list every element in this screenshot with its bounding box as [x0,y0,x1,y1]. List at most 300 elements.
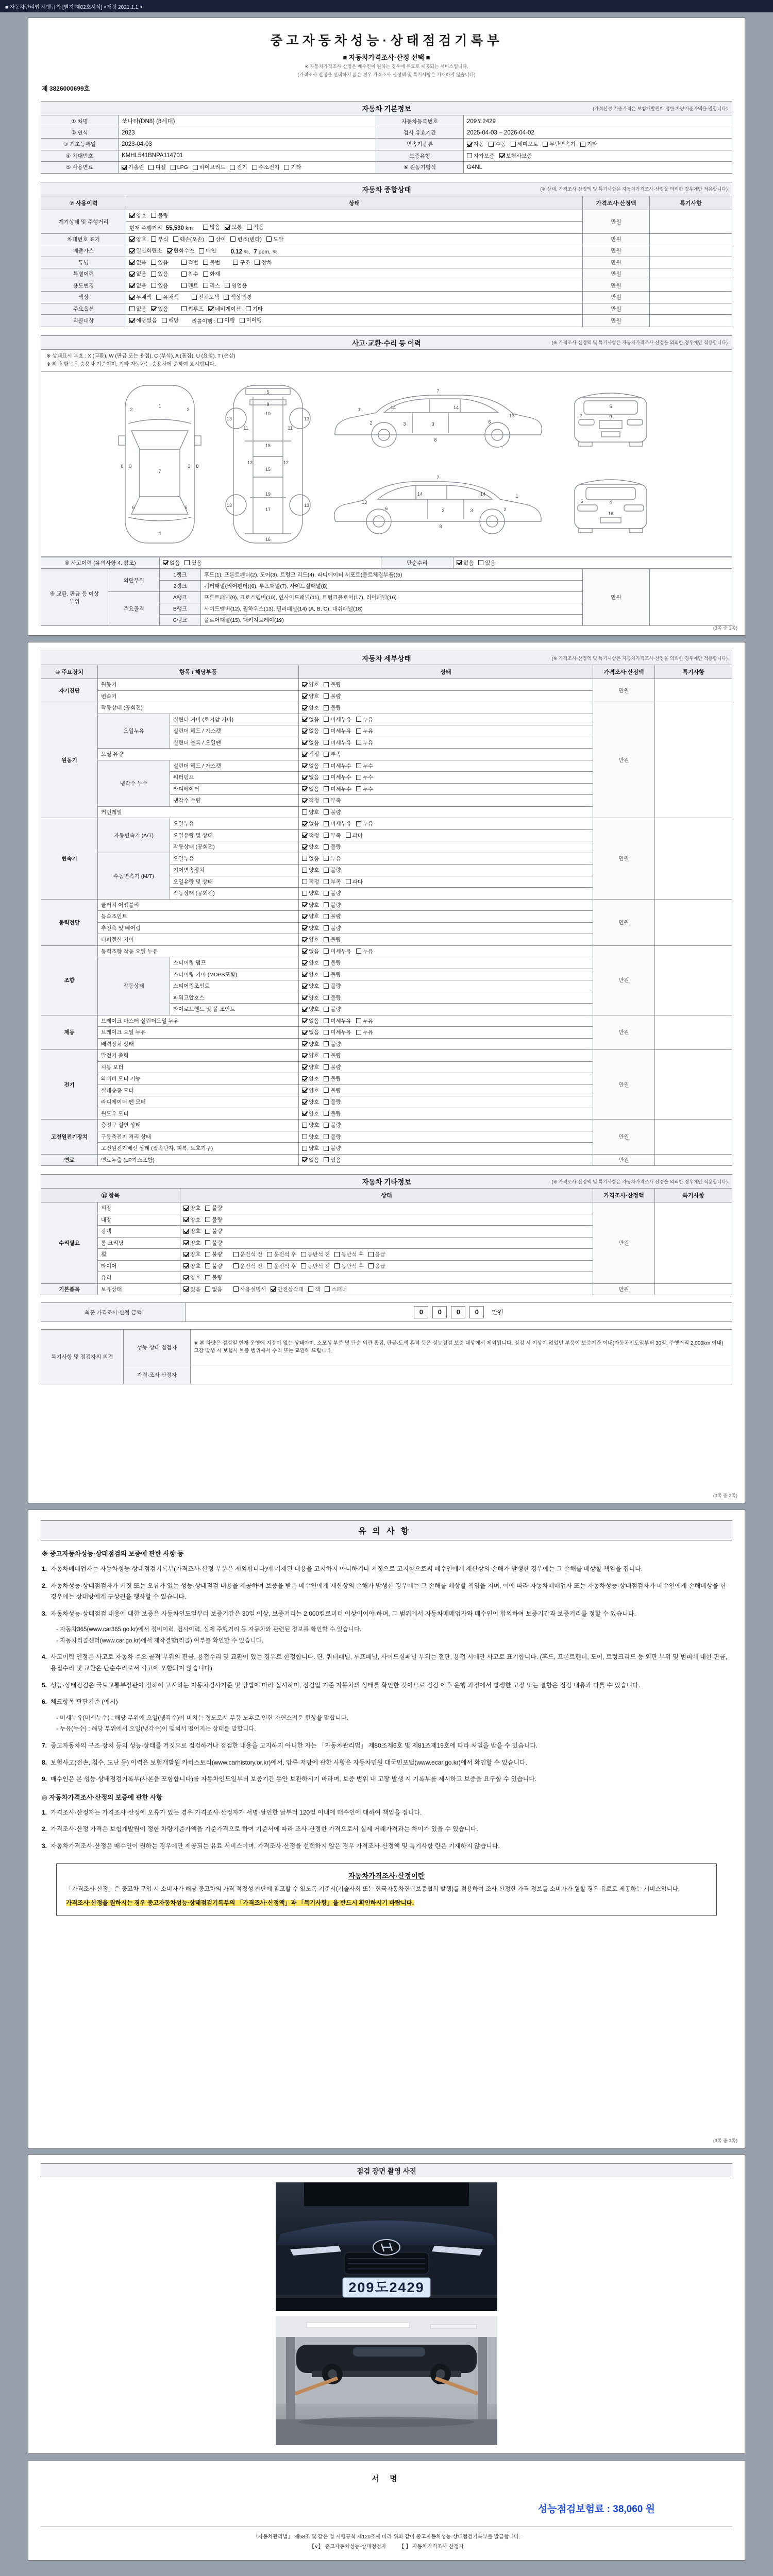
checkbox-없음[interactable] [163,559,180,567]
checkbox-불량[interactable] [324,1110,341,1117]
checkbox-있음[interactable] [183,1285,200,1293]
condition-row [41,1154,732,1166]
checkbox-checked-icon [302,1007,307,1012]
checkbox-사용설명서[interactable] [233,1285,266,1293]
checkbox-무채색[interactable] [129,293,152,301]
checkbox-양호[interactable] [302,704,319,711]
checkbox-적정[interactable] [302,796,319,804]
checkbox-label: 누유 [362,728,374,734]
checkbox-불량[interactable] [324,866,341,874]
checkbox-해당없음[interactable] [129,316,157,324]
checkbox-적음[interactable] [247,223,264,231]
checkbox-불량[interactable] [324,959,341,967]
checkbox-없음[interactable] [205,1285,222,1293]
checkbox-label: 있음 [158,271,169,278]
checkbox-양호[interactable] [302,1098,319,1106]
special-note-cell [655,1202,732,1284]
checkbox-양호[interactable] [302,1052,319,1059]
item-label: 오일누유 [170,853,299,865]
checkbox-label: 불량 [212,1205,223,1211]
checkbox-양호[interactable] [302,959,319,967]
checkbox-동반석 후[interactable] [334,1250,364,1258]
usage-state-cell [126,292,583,303]
checkbox-양호[interactable] [302,1087,319,1094]
checkbox-운전석 후[interactable] [267,1262,296,1270]
svg-text:6: 6 [385,505,388,511]
checkbox-양호[interactable] [183,1274,200,1281]
checkbox-불량[interactable] [324,982,341,990]
checkbox-label: 없음 [309,786,320,792]
checkbox-불량[interactable] [324,704,341,711]
checkbox-label: 양호 [190,1263,201,1269]
special-note-cell [650,268,732,280]
checkbox-미이행[interactable] [240,316,262,324]
checkbox-empty-icon [267,1252,272,1257]
checkbox-empty-icon [324,972,329,977]
checkbox-동반석 전[interactable] [301,1250,330,1258]
checkbox-스패너[interactable] [325,1285,347,1293]
svg-text:16: 16 [265,536,271,542]
checkbox-양호[interactable] [183,1216,200,1224]
checkbox-empty-icon [247,225,252,230]
field-value [464,139,732,150]
checkbox-있음[interactable] [151,305,168,313]
checkbox-없음[interactable] [129,305,146,313]
checkbox-부족[interactable] [324,796,341,804]
state-cell [299,737,593,749]
checkbox-없음[interactable] [302,716,319,723]
price-cell: 만원 [593,702,655,818]
checkbox-응급[interactable] [368,1262,385,1270]
checkbox-자가보증[interactable] [467,152,495,160]
checkbox-없음[interactable] [302,855,319,862]
checkbox-label: 없음 [309,821,320,827]
checkbox-색상변경[interactable] [224,293,251,301]
checkbox-없음[interactable] [457,559,474,567]
checkbox-없음[interactable] [129,282,146,290]
checkbox-양호[interactable] [302,1110,319,1117]
checkbox-label: 누유 [362,948,374,955]
checkbox-양호[interactable] [302,982,319,990]
checkbox-양호[interactable] [302,808,319,816]
state-cell [299,795,593,807]
special-note-cell [655,945,732,1015]
checkbox-미세누유[interactable] [324,1017,351,1025]
checkbox-미세누유[interactable] [324,716,351,723]
checkbox-매연[interactable] [199,247,216,255]
usage-state-cell [126,233,583,245]
state-cell [299,783,593,795]
checkbox-부족[interactable] [324,832,341,839]
checkbox-양호[interactable] [302,843,319,851]
state-cell [299,876,593,888]
checkbox-렌트[interactable] [181,282,198,290]
checkbox-label: 양호 [309,867,320,873]
checkbox-불량[interactable] [324,681,341,688]
checkbox-안전삼각대[interactable] [271,1285,304,1293]
checkbox-label: 미세누유 [330,1018,351,1024]
checkbox-empty-icon [203,260,208,265]
condition-row [41,899,732,911]
checkbox-불량[interactable] [324,1098,341,1106]
checkbox-empty-icon [324,717,329,722]
checkbox-미세누유[interactable] [324,727,351,735]
subgroup-label: 오일누유 [98,714,170,749]
checkbox-양호[interactable] [302,692,319,700]
checkbox-양호[interactable] [302,681,319,688]
checkbox-부족[interactable] [324,878,341,886]
checkbox-불량[interactable] [324,1087,341,1094]
checkbox-썬루프[interactable] [181,305,204,313]
checkbox-미세누유[interactable] [324,947,351,955]
checkbox-누유[interactable] [356,820,373,827]
checkbox-동반석 후[interactable] [334,1262,364,1270]
notice-item [42,1581,731,1603]
checkbox-없음[interactable] [302,739,319,747]
panel-group-label: 외판부위 [108,569,160,592]
state-cell [299,969,593,980]
checkbox-양호[interactable] [129,212,146,219]
checkbox-기타[interactable] [284,163,301,171]
checkbox-운전석 후[interactable] [267,1250,296,1258]
checkbox-양호[interactable] [302,901,319,909]
checkbox-불량[interactable] [324,971,341,978]
checkbox-없음[interactable] [129,270,146,278]
checkbox-양호[interactable] [302,1075,319,1082]
checkbox-디젤[interactable] [148,163,165,171]
item-label: 등속조인트 [98,911,299,923]
price-cell: 만원 [583,233,650,245]
checkbox-양호[interactable] [302,1121,319,1129]
column-header: ⑩ 주요장치 [41,665,98,679]
svg-text:3: 3 [403,421,406,427]
checkbox-checked-icon [151,306,156,311]
checkbox-있음[interactable] [184,559,201,567]
checkbox-양호[interactable] [183,1227,200,1235]
checkbox-양호[interactable] [183,1239,200,1247]
inspection-photos-page [28,2155,745,2454]
svg-text:2: 2 [503,506,507,512]
checkbox-empty-icon [580,142,585,147]
checkbox-탄화수소[interactable] [167,247,195,255]
checkbox-기타[interactable] [246,305,263,313]
checkbox-label: 탄화수소 [173,248,195,255]
checkbox-불량[interactable] [324,912,341,920]
checkbox-없음[interactable] [302,1028,319,1036]
usage-history-row [41,292,732,303]
checkbox-label: 양호 [309,682,320,688]
checkbox-침수[interactable] [181,270,198,278]
checkbox-누유[interactable] [356,727,373,735]
checkbox-empty-icon [356,717,361,722]
condition-row [41,679,732,691]
checkbox-도말[interactable] [266,235,283,243]
checkbox-자동[interactable] [467,140,484,148]
condition-row [41,1050,732,1062]
checkbox-누유[interactable] [356,716,373,723]
usage-history-row [41,257,732,268]
checkbox-적정[interactable] [302,750,319,758]
checkbox-적법[interactable] [181,259,198,266]
checkbox-가솔린[interactable] [122,163,144,171]
checkbox-양호[interactable] [302,994,319,1002]
checkbox-없음[interactable] [302,1156,319,1164]
checkbox-누수[interactable] [356,762,373,770]
checkbox-label: 불량 [330,867,341,873]
checkbox-양호[interactable] [183,1262,200,1270]
checkbox-네비게이션[interactable] [208,305,241,313]
checkbox-label: 있음 [190,1286,201,1293]
checkbox-label: 불량 [330,1110,341,1117]
checkbox-label: 동반석 후 [341,1263,364,1269]
checkbox-불량[interactable] [324,1005,341,1013]
checkbox-양호[interactable] [129,235,146,243]
checkbox-상이[interactable] [209,235,226,243]
checkbox-과다[interactable] [346,832,363,839]
extra-options [233,1252,390,1259]
checkbox-label: 없음 [309,774,320,781]
checkbox-LPG[interactable] [171,164,188,171]
checkbox-empty-icon [324,1123,329,1128]
section-etc-note: (※ 가격조사·산정액 및 특기사항은 자동차가격조사·산정을 의뢰한 경우에만 적용합니다) [551,1179,728,1184]
checkbox-운전석 전[interactable] [233,1250,263,1258]
field-value: KMHL541BNPA114701 [119,150,376,162]
checkbox-불량[interactable] [205,1227,222,1235]
checkbox-양호[interactable] [302,912,319,920]
column-header: 상태 [180,1189,593,1202]
checkbox-불량[interactable] [324,1075,341,1082]
checkbox-잭[interactable] [308,1285,320,1293]
checkbox-label: 양호 [190,1240,201,1246]
checkbox-불량[interactable] [324,1121,341,1129]
checkbox-불량[interactable] [324,1040,341,1048]
checkbox-전체도색[interactable] [192,293,220,301]
checkbox-과다[interactable] [346,878,363,886]
checkbox-없음[interactable] [129,259,146,266]
checkbox-불량[interactable] [324,1063,341,1071]
price-appraisal-box-body: 「가격조사·산정」은 중고차 구입 시 소비자가 해당 중고차의 가격 적정성 판단에 참고할 수 있도록 기준서(기술사회 또는 한국자동차진단보증협회 발행)를 적용하여 조사·산정한 가격 정보를 소비자가 원할 경우 유료로 제공하는 서비스입니다. [66,1886,680,1892]
checkbox-불량[interactable] [324,1052,341,1059]
checkbox-empty-icon [324,1007,329,1012]
checkbox-무단변속기[interactable] [543,140,576,148]
checkbox-적정[interactable] [302,878,319,886]
checkbox-세미오토[interactable] [511,140,539,148]
checkbox-없음[interactable] [302,762,319,770]
checkbox-불량[interactable] [324,924,341,932]
svg-text:6: 6 [488,419,491,425]
checkbox-불법[interactable] [203,259,220,266]
item-label: 라디에이터 [170,783,299,795]
checkbox-영업용[interactable] [225,282,247,290]
checkbox-미세누유[interactable] [324,739,351,747]
inspection-photo-front [276,2182,497,2311]
checkbox-해당[interactable] [162,316,179,324]
checkbox-양호[interactable] [302,1144,319,1152]
checkbox-불량[interactable] [151,212,168,219]
svg-text:2: 2 [187,406,190,412]
checkbox-empty-icon [302,856,307,861]
notice-subitem: - 미세누유(미세누수) : 해당 부위에 오일(냉각수)이 비치는 정도로서 부품 노후로 인한 자연스러운 현상을 말합니다. [56,1715,348,1721]
detail-header-row [41,665,732,679]
checkbox-있음[interactable] [478,559,495,567]
checkbox-불량[interactable] [324,692,341,700]
svg-text:4: 4 [609,499,612,505]
checkbox-불량[interactable] [324,1133,341,1141]
checkbox-label: 잭 [315,1286,321,1293]
state-cell [299,829,593,841]
checkbox-화재[interactable] [203,270,220,278]
checkbox-전기[interactable] [230,163,247,171]
checkbox-수소전기[interactable] [252,163,280,171]
checkbox-미세누수[interactable] [324,762,351,770]
checkbox-양호[interactable] [183,1250,200,1258]
svg-text:13: 13 [226,502,232,508]
field-value: 209도2429 [464,115,732,127]
checkbox-불량[interactable] [324,994,341,1002]
checkbox-checked-icon [163,560,168,565]
checkbox-누유[interactable] [356,947,373,955]
checkbox-있음[interactable] [151,259,168,266]
checkbox-미세누유[interactable] [324,1028,351,1036]
checkbox-불량[interactable] [205,1262,222,1270]
checkbox-불량[interactable] [324,1144,341,1152]
checkbox-empty-icon [346,833,351,838]
checkbox-label: 불량 [330,925,341,931]
price-cell: 만원 [593,1050,655,1120]
item-label: 윈도우 모터 [98,1108,299,1120]
checkbox-부식[interactable] [151,235,168,243]
checkbox-없음[interactable] [302,947,319,955]
front-rear-views-column [559,379,662,547]
checkbox-있음[interactable] [151,270,168,278]
column-header: ⑦ 사용이력 [41,196,126,210]
svg-text:9: 9 [266,401,270,407]
checkbox-empty-icon [324,914,329,919]
checkbox-없음[interactable] [302,820,319,827]
checkbox-불량[interactable] [205,1239,222,1247]
checkbox-미세누유[interactable] [324,820,351,827]
notice-number: 4. [42,1653,47,1661]
checkbox-없음[interactable] [302,727,319,735]
car-underbody-diagram [219,379,317,549]
checkbox-양호[interactable] [302,889,319,897]
checkbox-양호[interactable] [302,1133,319,1141]
checkbox-장치[interactable] [255,259,272,266]
notice-text: 성능·상태점검은 국토교통부장관이 정하여 고시하는 자동차검사기준 및 방법에 따라 실시하며, 점검일 기준 자동차의 상태를 확인한 것이므로 점검 이후 운행 과정에서 발생한 고장 또는 결함은 점검 내용과 다를 수 있습니다. [51,1681,640,1689]
checkbox-양호[interactable] [302,1040,319,1048]
checkbox-불량[interactable] [205,1216,222,1224]
checkbox-미세누수[interactable] [324,785,351,793]
car-top-view-diagram [111,379,209,549]
checkbox-양호[interactable] [302,1063,319,1071]
checkbox-운전석 전[interactable] [233,1262,263,1270]
checkbox-변조(변타)[interactable] [230,235,262,243]
checkbox-불량[interactable] [324,901,341,909]
checkbox-양호[interactable] [302,1005,319,1013]
price-cell: 만원 [583,245,650,257]
checkbox-label: 적음 [253,224,264,231]
checkbox-empty-icon [302,1123,307,1128]
checkbox-empty-icon [129,306,135,311]
checkbox-수동[interactable] [489,140,506,148]
checkbox-구조[interactable] [233,259,250,266]
checkbox-label: 양호 [309,960,320,966]
checkbox-양호[interactable] [302,936,319,943]
checkbox-불량[interactable] [324,843,341,851]
checkbox-label: 양호 [309,994,320,1001]
checkbox-불량[interactable] [205,1250,222,1258]
checkbox-누수[interactable] [356,785,373,793]
checkbox-양호[interactable] [302,971,319,978]
checkbox-없음[interactable] [302,1017,319,1025]
special-note-cell [655,818,732,900]
section-photos [41,2163,732,2177]
checkbox-없음[interactable] [302,785,319,793]
checkbox-양호[interactable] [183,1204,200,1212]
checkbox-기타[interactable] [580,140,597,148]
checkbox-응급[interactable] [368,1250,385,1258]
checkbox-empty-icon [324,1157,329,1162]
checkbox-불량[interactable] [205,1204,222,1212]
checkbox-누수[interactable] [356,773,373,781]
checkbox-불량[interactable] [324,936,341,943]
item-label: 연료누출 (LP가스포함) [98,1154,299,1166]
checkbox-이행[interactable] [217,316,234,324]
car-side-view-diagram-2 [327,466,549,547]
checkbox-label: 없음 [136,306,147,312]
usage-state-cell [126,315,583,327]
checkbox-label: 없음 [136,271,147,278]
svg-text:14: 14 [480,491,486,497]
checkbox-하이브리드[interactable] [193,163,226,171]
checkbox-없음[interactable] [302,773,319,781]
special-note-cell [650,257,732,268]
checkbox-있음[interactable] [324,1156,341,1164]
state-cell [299,1073,593,1085]
checkbox-누유[interactable] [356,1017,373,1025]
svg-text:2: 2 [369,420,373,426]
checkbox-label: 없음 [212,1286,223,1293]
checkbox-많음[interactable] [203,223,220,231]
checkbox-checked-icon [457,560,462,565]
checkbox-부족[interactable] [324,750,341,758]
checkbox-checked-icon [183,1286,189,1292]
checkbox-리스[interactable] [203,282,220,290]
checkbox-훼손(오손)[interactable] [173,235,205,243]
checkbox-누유[interactable] [324,855,341,862]
notice-subitem: - 자동차리콜센터(www.car.go.kr)에서 제작결함(리콜) 여부를 확인할 수 있습니다. [56,1637,263,1644]
svg-text:14: 14 [453,404,459,410]
checkbox-불량[interactable] [205,1274,222,1281]
checkbox-label: 양호 [309,809,320,816]
checkbox-누유[interactable] [356,739,373,747]
checkbox-양호[interactable] [302,866,319,874]
checkbox-checked-icon [183,1275,189,1280]
checkbox-적정[interactable] [302,832,319,839]
checkbox-유채색[interactable] [156,293,178,301]
checkbox-보통[interactable] [225,223,242,231]
checkbox-불량[interactable] [324,889,341,897]
checkbox-양호[interactable] [302,924,319,932]
section-etc-title: 자동차 기타정보 [362,1178,411,1186]
checkbox-동반석 전[interactable] [301,1262,330,1270]
checkbox-있음[interactable] [151,282,168,290]
checkbox-누유[interactable] [356,1028,373,1036]
checkbox-보험사보증[interactable] [499,152,532,160]
checkbox-불량[interactable] [324,808,341,816]
checkbox-미세누수[interactable] [324,773,351,781]
checkbox-일산화탄소[interactable] [129,247,162,255]
